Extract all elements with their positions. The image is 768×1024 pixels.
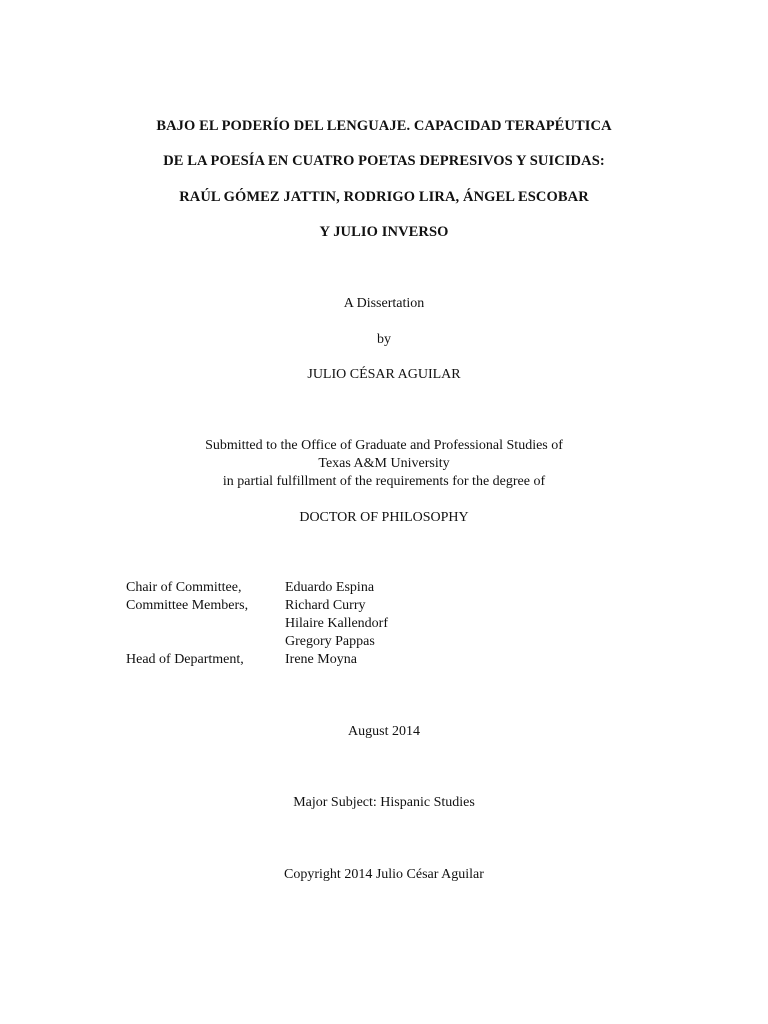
committee-member-name: Irene Moyna bbox=[285, 652, 357, 667]
date: August 2014 bbox=[348, 724, 420, 739]
degree-name: DOCTOR OF PHILOSOPHY bbox=[299, 510, 469, 525]
submission-line-1: Submitted to the Office of Graduate and Professional Studies of bbox=[205, 438, 563, 453]
author-name: JULIO CÉSAR AGUILAR bbox=[307, 367, 461, 382]
committee-member-name: Gregory Pappas bbox=[285, 634, 375, 649]
title-line-3: RAÚL GÓMEZ JATTIN, RODRIGO LIRA, ÁNGEL ESCOBAR bbox=[179, 189, 589, 205]
committee-role: Committee Members, bbox=[126, 598, 249, 613]
committee-member-name: Richard Curry bbox=[285, 598, 366, 613]
copyright-notice: Copyright 2014 Julio César Aguilar bbox=[284, 867, 484, 882]
by-label: by bbox=[377, 332, 391, 347]
committee-member-name: Eduardo Espina bbox=[285, 580, 375, 595]
committee-role: Chair of Committee, bbox=[126, 580, 242, 595]
committee-member-name: Hilaire Kallendorf bbox=[285, 616, 389, 631]
major-subject: Major Subject: Hispanic Studies bbox=[293, 795, 475, 810]
committee-role: Head of Department, bbox=[126, 652, 244, 667]
document-type: A Dissertation bbox=[343, 296, 425, 311]
title-line-4: Y JULIO INVERSO bbox=[319, 224, 449, 240]
title-line-1: BAJO EL PODERÍO DEL LENGUAJE. CAPACIDAD TERAPÉUTICA bbox=[156, 118, 612, 134]
submission-line-2: Texas A&M University bbox=[318, 456, 450, 471]
title-line-2: DE LA POESÍA EN CUATRO POETAS DEPRESIVOS Y SUICIDAS: bbox=[163, 153, 605, 169]
submission-line-3: in partial fulfillment of the requirements for the degree of bbox=[222, 474, 546, 489]
